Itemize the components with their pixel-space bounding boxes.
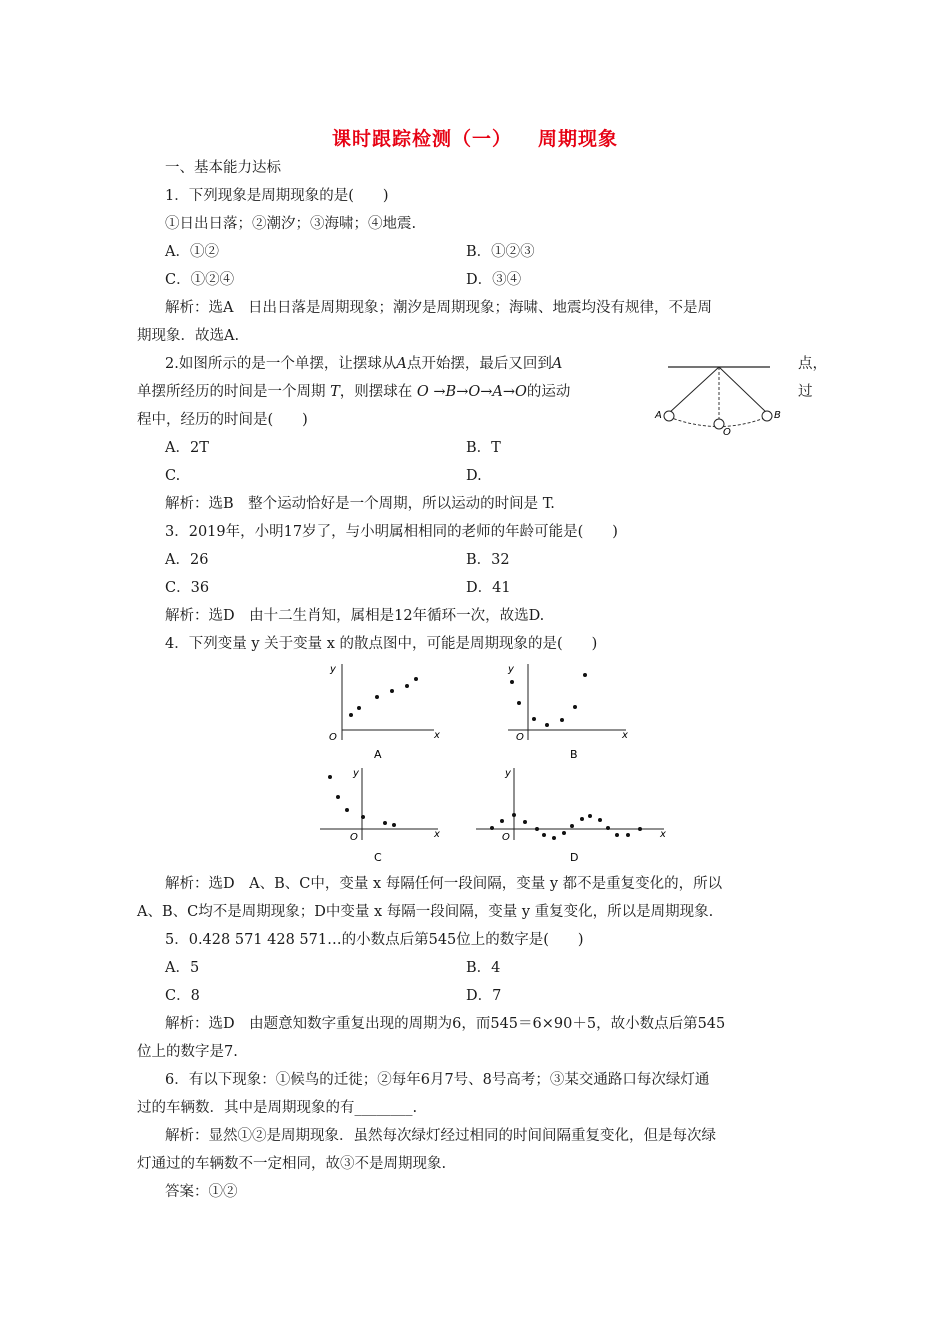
q1-solution-line1: 解析：选A 日出日落是周期现象；潮汐是周期现象；海啸、地震均没有规律，不是周 [165,300,712,316]
plot-d-point [535,827,539,831]
q3-option-d: D．41 [466,580,511,596]
q3-option-b: B．32 [466,552,510,568]
plot-a-point [357,706,361,710]
q6-stem-line1: 6．有以下现象：①候鸟的迁徙；②每年6月7号、8号高考；③某交通路口每次绿灯通 [165,1072,710,1088]
plot-a-point [414,677,418,681]
plot-d-point [638,827,642,831]
plot-d-point [490,826,494,830]
plot-d-point [570,824,574,828]
q4-solution-line1: 解析：选D A、B、C中，变量 x 每隔任何一段间隔，变量 y 都不是重复变化的，所以 [165,876,723,892]
q2-line1: 2.如图所示的是一个单摆，让摆球从A点开始摆，最后又回到A [165,356,563,372]
q2-option-a: A．2T [165,440,209,456]
plot-b-point [510,680,514,684]
pendulum-ball-b [762,411,772,421]
plot-d-point [512,813,516,817]
plot-b-x-label: x [622,730,628,741]
plot-a-point [390,689,394,693]
plot-c-y-label: y [353,768,359,779]
scatter-plot-c [316,762,446,870]
q5-option-a: A．5 [165,960,200,976]
q1-stem: 1．下列现象是周期现象的是( ) [165,188,389,204]
plot-a-point [349,713,353,717]
plot-d-y-label: y [505,768,511,779]
plot-d-point [598,818,602,822]
plot-b-point [545,723,549,727]
q2-line2: 单摆所经历的时间是一个周期 T，则摆球在 O →B→O→A→O的运动 [137,384,571,400]
plot-b-point [532,717,536,721]
q5-stem: 5．0.428 571 428 571…的小数点后第545位上的数字是( ) [165,932,584,948]
q6-answer: 答案：①② [165,1184,238,1200]
q1-solution-line2: 期现象．故选A. [137,328,240,344]
q6-stem-line2: 过的车辆数．其中是周期现象的有________. [137,1100,418,1116]
q5-option-b: B．4 [466,960,501,976]
plot-d-point [523,820,527,824]
plot-c-point [361,815,365,819]
q3-option-a: A．26 [165,552,209,568]
q4-stem: 4．下列变量 y 关于变量 x 的散点图中，可能是周期现象的是( ) [165,636,598,652]
pendulum-string-a [669,367,719,413]
plot-c-point [336,795,340,799]
plot-a-point [405,684,409,688]
title-sub: 周期现象 [538,128,619,150]
q1-items: ①日出日落；②潮汐；③海啸；④地震. [165,216,417,232]
plot-b-y-label: y [508,664,514,675]
q6-solution-line2: 灯通过的车辆数不一定相同，故③不是周期现象. [137,1156,447,1172]
pendulum-label-b: B [774,410,781,421]
plot-c-caption: C [374,851,382,864]
plot-d-point [626,833,630,837]
plot-c-x-label: x [434,829,440,840]
q2-line1-end: 点， [798,356,827,372]
plot-b-caption: B [570,748,578,761]
title-main: 课时跟踪检测（一） [331,128,512,150]
plot-a-point [375,695,379,699]
q1-option-c: C．①②④ [165,272,235,288]
plot-b-point [560,718,564,722]
plot-d-caption: D [570,851,579,864]
q5-solution-line2: 位上的数字是7. [137,1044,238,1060]
plot-a-origin-label: O [329,732,337,743]
pendulum-ball-a [664,411,674,421]
scatter-plot-b [504,658,634,768]
plot-c-point [345,808,349,812]
q3-stem: 3．2019年，小明17岁了，与小明属相相同的老师的年龄可能是( ) [165,524,618,540]
plot-d-point [580,817,584,821]
plot-b-point [517,701,521,705]
plot-a-x-label: x [434,730,440,741]
page-title [0,124,950,151]
q4-solution-line2: A、B、C均不是周期现象；D中变量 x 每隔一段间隔，变量 y 重复变化，所以是周期现象. [137,904,714,920]
q2-option-d: D. [466,468,482,484]
plot-d-x-label: x [660,829,666,840]
plot-d-point [562,831,566,835]
plot-d-point [615,833,619,837]
plot-b-point [583,673,587,677]
plot-a-caption: A [374,748,382,761]
pendulum-string-b [719,367,767,413]
plot-d-point [606,826,610,830]
q3-option-c: C．36 [165,580,210,596]
q2-option-b: B．T [466,440,501,456]
plot-d-point [588,814,592,818]
pendulum-figure [650,360,790,438]
scatter-plot-a [316,658,446,768]
q2-option-c: C. [165,468,181,484]
plot-c-point [383,821,387,825]
q2-line3: 程中，经历的时间是( ) [137,412,308,428]
plot-d-point [542,833,546,837]
plot-d-point [552,836,556,840]
pendulum-label-o: O [723,427,731,438]
plot-d-point [500,819,504,823]
plot-d-origin-label: O [502,832,510,843]
q1-option-d: D．③④ [466,272,522,288]
q2-solution: 解析：选B 整个运动恰好是一个周期，所以运动的时间是 T. [165,496,555,512]
section-heading: 一、基本能力达标 [165,160,281,176]
q1-option-a: A．①② [165,244,219,260]
plot-a-y-label: y [330,664,336,675]
plot-c-point [328,775,332,779]
plot-c-point [392,823,396,827]
plot-b-origin-label: O [516,732,524,743]
pendulum-label-a: A [655,410,662,421]
plot-b-point [573,705,577,709]
q6-solution-line1: 解析：显然①②是周期现象．虽然每次绿灯经过相同的时间间隔重复变化，但是每次绿 [165,1128,716,1144]
q3-solution: 解析：选D 由十二生肖知，属相是12年循环一次，故选D. [165,608,545,624]
q5-option-d: D．7 [466,988,502,1004]
q5-solution-line1: 解析：选D 由题意知数字重复出现的周期为6，而545＝6×90＋5，故小数点后第545 [165,1016,726,1032]
q2-line2-end: 过 [798,384,813,400]
scatter-plot-d [474,762,670,870]
q1-option-b: B．①②③ [466,244,535,260]
plot-c-origin-label: O [350,832,358,843]
q5-option-c: C．8 [165,988,200,1004]
